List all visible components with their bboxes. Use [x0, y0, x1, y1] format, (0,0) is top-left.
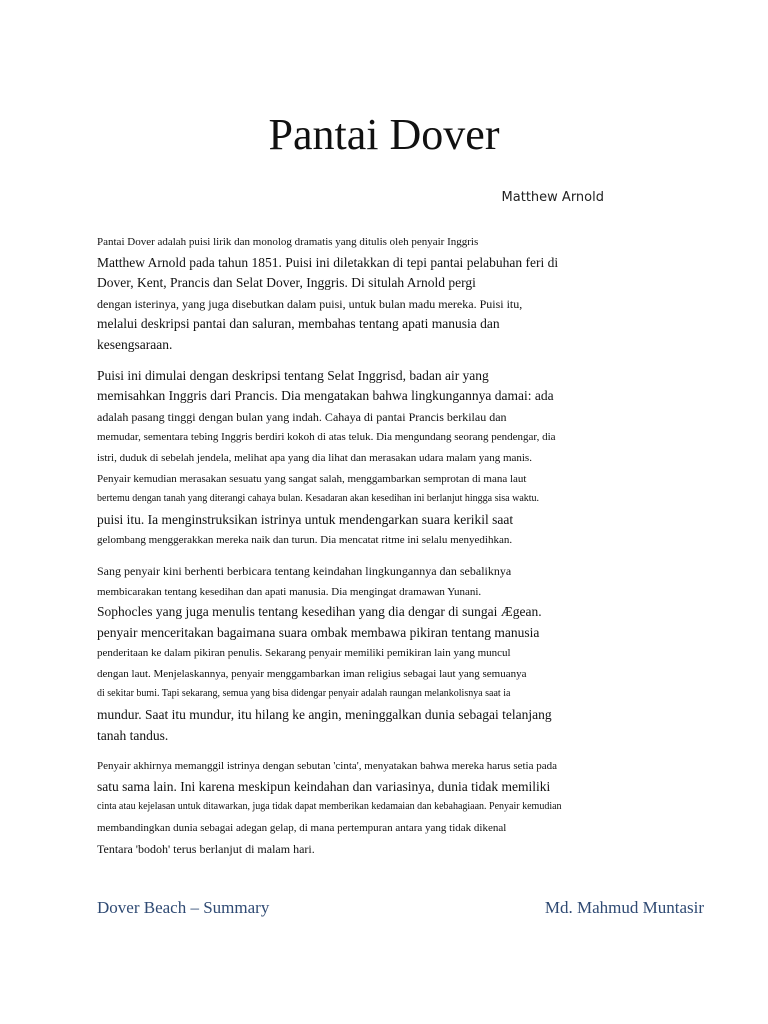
text-line: dengan isterinya, yang juga disebutkan dalam puisi, untuk bulan madu mereka. Puisi itu,: [97, 296, 523, 311]
text-line: gelombang menggerakkan mereka naik dan turun. Dia mencatat ritme ini selalu menyedihkan.: [97, 534, 513, 547]
paragraph: [97, 756, 637, 859]
text-line: memisahkan Inggris dari Prancis. Dia mengatakan bahwa lingkungannya damai: ada: [97, 388, 554, 404]
text-line: satu sama lain. Ini karena meskipun keindahan dan variasinya, dunia tidak memiliki: [97, 778, 551, 794]
text-line: penyair menceritakan bagaimana suara ombak membawa pikiran tentang manusia: [97, 624, 540, 640]
text-line: Tentara 'bodoh' terus berlanjut di malam hari.: [97, 841, 315, 856]
text-line: memudar, sementara tebing Inggris berdiri kokoh di atas teluk. Dia mengundang seorang pendengar, dia: [97, 431, 556, 444]
text-line: istri, duduk di sebelah jendela, melihat apa yang dia lihat dan merasakan udara malam yang manis.: [97, 451, 532, 464]
text-line: cinta atau kejelasan untuk ditawarkan, juga tidak dapat memberikan kedamaian dan kebahagiaan. Penyair kemudian: [97, 801, 562, 813]
text-line: Pantai Dover adalah puisi lirik dan monolog dramatis yang ditulis oleh penyair Inggris: [97, 236, 479, 248]
footer-author: Md. Mahmud Muntasir: [544, 898, 704, 917]
footer-title: Dover Beach – Summary: [97, 898, 270, 917]
text-line: membandingkan dunia sebagai adegan gelap, di mana pertempuran antara yang tidak dikenal: [97, 822, 507, 835]
text-line: kesengsaraan.: [97, 336, 173, 352]
text-line: penderitaan ke dalam pikiran penulis. Sekarang penyair memiliki pemikiran lain yang muncul: [97, 647, 511, 660]
text-line: di sekitar bumi. Tapi sekarang, semua yang bisa didengar penyair adalah raungan melankolisnya saat ia: [97, 688, 511, 700]
author-name: Matthew Arnold: [501, 190, 604, 205]
text-line: membicarakan tentang kesedihan dan apati manusia. Dia mengingat dramawan Yunani.: [97, 585, 482, 598]
text-line: mundur. Saat itu mundur, itu hilang ke angin, meninggalkan dunia sebagai telanjang: [97, 707, 552, 723]
text-line: Puisi ini dimulai dengan deskripsi tentang Selat Inggrisd, badan air yang: [97, 367, 489, 383]
paragraph: [97, 366, 637, 551]
text-line: Sang penyair kini berhenti berbicara tentang keindahan lingkungannya dan sebaliknya: [97, 563, 512, 578]
page-footer: [97, 898, 704, 924]
text-line: adalah pasang tinggi dengan bulan yang indah. Cahaya di pantai Prancis berkilau dan: [97, 409, 507, 424]
text-line: tanah tandus.: [97, 727, 169, 743]
text-line: puisi itu. Ia menginstruksikan istrinya untuk mendengarkan suara kerikil saat: [97, 511, 514, 527]
text-line: bertemu dengan tanah yang diterangi cahaya bulan. Kesadaran akan kesedihan ini berlanjut hingga sisa waktu.: [97, 493, 540, 505]
text-line: Penyair akhirnya memanggil istrinya dengan sebutan 'cinta', menyatakan bahwa mereka harus setia pada: [97, 760, 557, 773]
text-line: melalui deskripsi pantai dan saluran, membahas tentang apati manusia dan: [97, 316, 500, 332]
document-body: [97, 232, 637, 869]
paragraph: [97, 232, 637, 356]
text-line: Dover, Kent, Prancis dan Selat Dover, Inggris. Di situlah Arnold pergi: [97, 275, 476, 291]
text-line: dengan laut. Menjelaskannya, penyair menggambarkan iman religius sebagai laut yang semuanya: [97, 667, 527, 680]
text-line: Sophocles yang juga menulis tentang kesedihan yang dia dengar di sungai Ægean.: [97, 604, 542, 620]
paragraph: [97, 561, 637, 746]
text-line: Matthew Arnold pada tahun 1851. Puisi ini diletakkan di tepi pantai pelabuhan feri di: [97, 254, 559, 270]
text-line: Penyair kemudian merasakan sesuatu yang sangat salah, menggambarkan semprotan di mana laut: [97, 472, 527, 485]
page-title: Pantai Dover: [268, 110, 500, 159]
